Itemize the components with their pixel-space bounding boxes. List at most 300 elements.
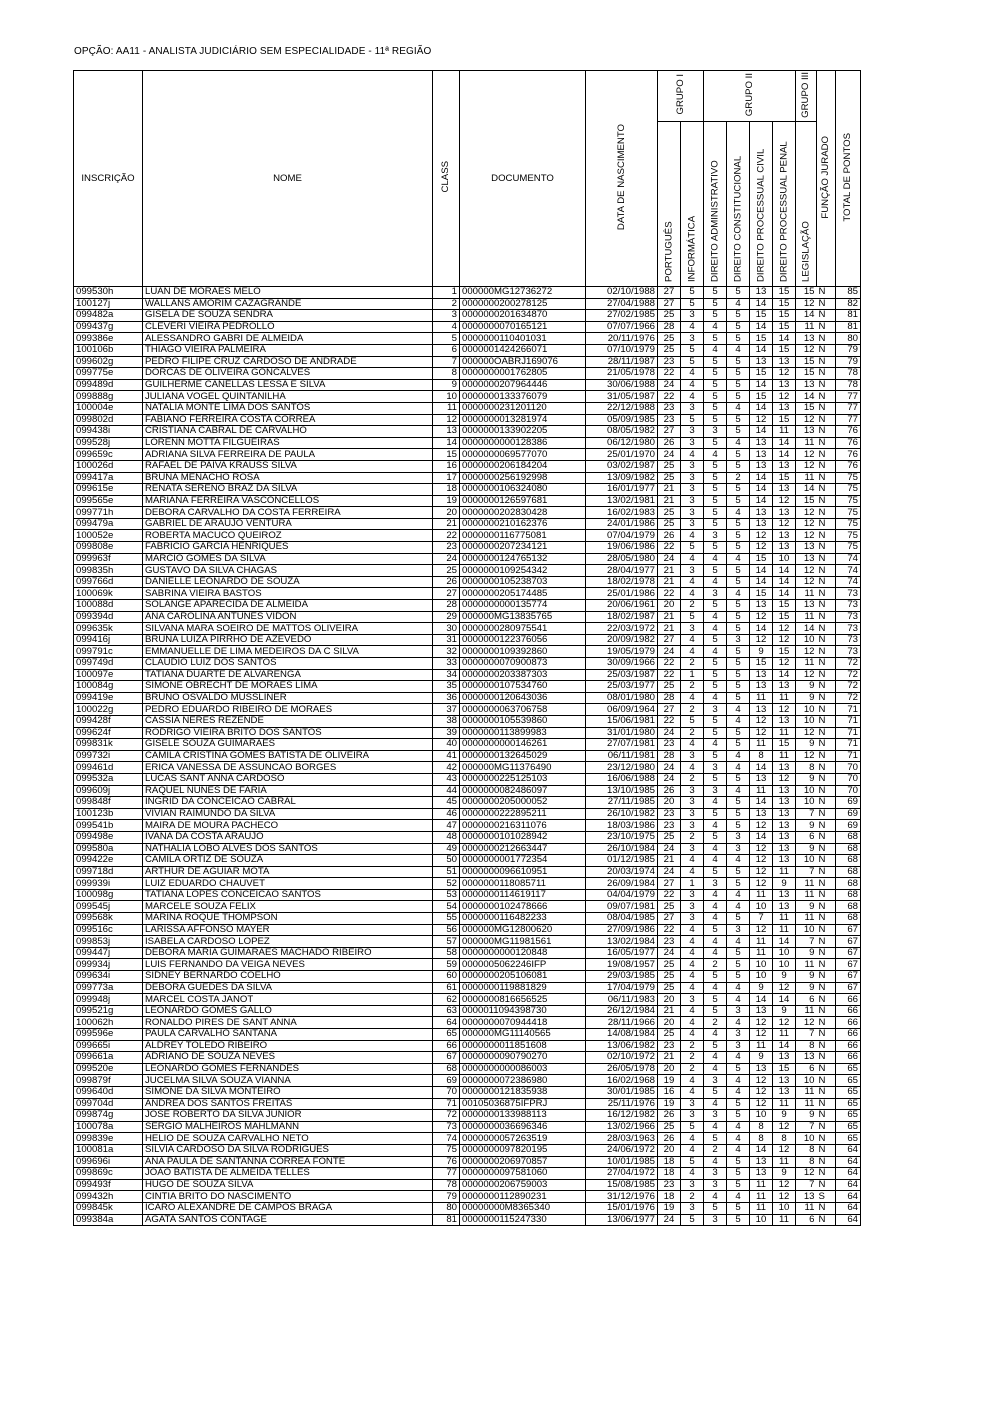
- cell-dir-proc-penal: 12: [773, 634, 796, 646]
- cell-nome: ALESSANDRO GABRI DE ALMEIDA: [143, 333, 433, 345]
- cell-legislacao: 6: [796, 831, 817, 843]
- cell-inscricao: 099771h: [74, 507, 143, 519]
- cell-total: 73: [836, 588, 861, 600]
- cell-informatica: 4: [681, 936, 704, 948]
- cell-portugues: 21: [658, 565, 681, 577]
- cell-funcao-jurado: N: [817, 553, 836, 565]
- cell-dir-proc-penal: 13: [773, 507, 796, 519]
- cell-documento: 0000000216311076: [460, 820, 586, 832]
- cell-class: 62: [433, 994, 460, 1006]
- cell-nascimento: 27/07/1981: [586, 739, 658, 751]
- cell-inscricao: 099963f: [74, 553, 143, 565]
- table-row: [74, 739, 861, 751]
- cell-documento: 0000000132645029: [460, 750, 586, 762]
- cell-nome: EMMANUELLE DE LIMA MEDEIROS DA C SILVA: [143, 646, 433, 658]
- cell-documento: 0000000203387303: [460, 669, 586, 681]
- cell-class: 11: [433, 402, 460, 414]
- cell-total: 75: [836, 472, 861, 484]
- cell-informatica: 5: [681, 356, 704, 368]
- cell-nascimento: 14/08/1984: [586, 1029, 658, 1041]
- cell-dir-proc-penal: 12: [773, 495, 796, 507]
- cell-legislacao: 8: [796, 1144, 817, 1156]
- cell-legislacao: 9: [796, 773, 817, 785]
- cell-nome: JULIANA VOGEL QUINTANILHA: [143, 391, 433, 403]
- cell-dir-adm: 5: [704, 518, 727, 530]
- cell-total: 65: [836, 1086, 861, 1098]
- cell-inscricao: 099845k: [74, 1202, 143, 1214]
- header-documento: DOCUMENTO: [460, 71, 586, 287]
- cell-dir-adm: 5: [704, 495, 727, 507]
- cell-legislacao: 12: [796, 750, 817, 762]
- table-row: [74, 1086, 861, 1098]
- cell-total: 85: [836, 287, 861, 299]
- cell-dir-adm: 3: [704, 588, 727, 600]
- cell-dir-adm: 5: [704, 402, 727, 414]
- cell-dir-proc-penal: 11: [773, 1098, 796, 1110]
- cell-documento: 0000000133902205: [460, 426, 586, 438]
- cell-inscricao: 100022g: [74, 704, 143, 716]
- cell-dir-proc-civil: 11: [750, 889, 773, 901]
- cell-dir-adm: 5: [704, 298, 727, 310]
- cell-inscricao: 099479a: [74, 518, 143, 530]
- cell-funcao-jurado: N: [817, 855, 836, 867]
- cell-documento: 0000000001762805: [460, 368, 586, 380]
- cell-total: 70: [836, 785, 861, 797]
- cell-funcao-jurado: N: [817, 333, 836, 345]
- cell-nome: WALLANS AMORIM CAZAGRANDE: [143, 298, 433, 310]
- cell-total: 66: [836, 994, 861, 1006]
- cell-class: 34: [433, 669, 460, 681]
- cell-nascimento: 13/06/1982: [586, 1040, 658, 1052]
- table-row: [74, 287, 861, 299]
- table-row: [74, 1075, 861, 1087]
- cell-informatica: 5: [681, 344, 704, 356]
- table-row: [74, 658, 861, 670]
- cell-dir-proc-civil: 15: [750, 391, 773, 403]
- table-row: [74, 797, 861, 809]
- cell-documento: 0000000816656525: [460, 994, 586, 1006]
- cell-dir-proc-penal: 11: [773, 750, 796, 762]
- cell-legislacao: 6: [796, 1063, 817, 1075]
- cell-total: 67: [836, 971, 861, 983]
- table-row: [74, 843, 861, 855]
- cell-documento: 0000000133988113: [460, 1110, 586, 1122]
- cell-portugues: 22: [658, 669, 681, 681]
- header-grupo-3: GRUPO III: [796, 71, 817, 122]
- cell-class: 37: [433, 704, 460, 716]
- cell-informatica: 4: [681, 646, 704, 658]
- cell-dir-const: 5: [727, 1098, 750, 1110]
- cell-portugues: 20: [658, 1144, 681, 1156]
- cell-funcao-jurado: N: [817, 750, 836, 762]
- cell-legislacao: 11: [796, 588, 817, 600]
- cell-legislacao: 14: [796, 484, 817, 496]
- cell-nome: LEONARDO GOMES FERNANDES: [143, 1063, 433, 1075]
- cell-dir-proc-civil: 14: [750, 321, 773, 333]
- cell-dir-const: 5: [727, 310, 750, 322]
- cell-documento: 0000000205106081: [460, 971, 586, 983]
- cell-legislacao: 10: [796, 797, 817, 809]
- cell-dir-proc-civil: 14: [750, 472, 773, 484]
- cell-documento: 0000000201634870: [460, 310, 586, 322]
- cell-class: 48: [433, 831, 460, 843]
- cell-class: 30: [433, 623, 460, 635]
- cell-total: 73: [836, 611, 861, 623]
- table-row: [74, 762, 861, 774]
- cell-nascimento: 23/12/1980: [586, 762, 658, 774]
- cell-legislacao: 15: [796, 356, 817, 368]
- cell-dir-const: 4: [727, 982, 750, 994]
- cell-dir-const: 5: [727, 414, 750, 426]
- cell-informatica: 4: [681, 959, 704, 971]
- cell-nome: MARIANA FERREIRA VASCONCELLOS: [143, 495, 433, 507]
- cell-dir-proc-civil: 14: [750, 379, 773, 391]
- cell-inscricao: 099493f: [74, 1179, 143, 1191]
- cell-informatica: 4: [681, 1144, 704, 1156]
- cell-informatica: 3: [681, 1098, 704, 1110]
- cell-legislacao: 7: [796, 1179, 817, 1191]
- cell-dir-const: 3: [727, 634, 750, 646]
- cell-inscricao: 099447j: [74, 947, 143, 959]
- table-row: [74, 356, 861, 368]
- cell-dir-adm: 4: [704, 947, 727, 959]
- cell-informatica: 4: [681, 947, 704, 959]
- cell-funcao-jurado: N: [817, 878, 836, 890]
- cell-dir-proc-civil: 12: [750, 727, 773, 739]
- cell-inscricao: 099516c: [74, 924, 143, 936]
- cell-dir-adm: 2: [704, 1144, 727, 1156]
- cell-legislacao: 15: [796, 368, 817, 380]
- cell-inscricao: 099528j: [74, 437, 143, 449]
- cell-dir-adm: 5: [704, 542, 727, 554]
- cell-dir-proc-civil: 12: [750, 1075, 773, 1087]
- cell-dir-const: 4: [727, 855, 750, 867]
- cell-portugues: 24: [658, 866, 681, 878]
- cell-funcao-jurado: N: [817, 971, 836, 983]
- cell-legislacao: 14: [796, 391, 817, 403]
- cell-dir-adm: 5: [704, 507, 727, 519]
- cell-dir-proc-civil: 12: [750, 414, 773, 426]
- cell-nascimento: 21/05/1978: [586, 368, 658, 380]
- cell-nome: ALDREY TOLEDO RIBEIRO: [143, 1040, 433, 1052]
- cell-total: 72: [836, 658, 861, 670]
- cell-inscricao: 099869c: [74, 1168, 143, 1180]
- table-row: [74, 542, 861, 554]
- cell-total: 68: [836, 913, 861, 925]
- cell-informatica: 4: [681, 1005, 704, 1017]
- cell-portugues: 23: [658, 808, 681, 820]
- header-dir-const: DIREITO CONSTITUCIONAL: [727, 122, 750, 287]
- cell-dir-proc-penal: 15: [773, 321, 796, 333]
- cell-dir-const: 5: [727, 321, 750, 333]
- cell-dir-proc-civil: 14: [750, 797, 773, 809]
- table-row: [74, 1029, 861, 1041]
- cell-nome: INGRID DA CONCEICAO CABRAL: [143, 797, 433, 809]
- cell-legislacao: 15: [796, 402, 817, 414]
- cell-legislacao: 11: [796, 1005, 817, 1017]
- cell-inscricao: 099939i: [74, 878, 143, 890]
- cell-dir-proc-penal: 9: [773, 1005, 796, 1017]
- cell-total: 66: [836, 1040, 861, 1052]
- table-row: [74, 982, 861, 994]
- cell-nome: SIMONE DA SILVA MONTEIRO: [143, 1086, 433, 1098]
- cell-portugues: 19: [658, 1098, 681, 1110]
- cell-dir-adm: 5: [704, 715, 727, 727]
- cell-portugues: 22: [658, 588, 681, 600]
- cell-portugues: 24: [658, 379, 681, 391]
- cell-dir-adm: 5: [704, 1005, 727, 1017]
- cell-nome: FABIANO FERREIRA COSTA CORREA: [143, 414, 433, 426]
- cell-dir-adm: 4: [704, 611, 727, 623]
- cell-nascimento: 03/02/1987: [586, 460, 658, 472]
- cell-dir-proc-civil: 14: [750, 623, 773, 635]
- cell-class: 81: [433, 1214, 460, 1226]
- cell-class: 19: [433, 495, 460, 507]
- cell-documento: 0000000207234121: [460, 542, 586, 554]
- table-row: [74, 1144, 861, 1156]
- cell-documento: 0000000102478666: [460, 901, 586, 913]
- cell-legislacao: 11: [796, 959, 817, 971]
- cell-documento: 000000MG13835765: [460, 611, 586, 623]
- cell-nascimento: 06/09/1964: [586, 704, 658, 716]
- cell-dir-adm: 4: [704, 739, 727, 751]
- cell-total: 69: [836, 808, 861, 820]
- cell-informatica: 4: [681, 634, 704, 646]
- header-dir-proc-penal: DIREITO PROCESSUAL PENAL: [773, 122, 796, 287]
- cell-dir-adm: 4: [704, 576, 727, 588]
- cell-informatica: 4: [681, 739, 704, 751]
- cell-total: 67: [836, 936, 861, 948]
- header-grupo-1: GRUPO I: [658, 71, 704, 122]
- cell-dir-proc-civil: 13: [750, 437, 773, 449]
- cell-legislacao: 13: [796, 1052, 817, 1064]
- cell-nascimento: 23/10/1975: [586, 831, 658, 843]
- cell-nome: RENATA SERENO BRAZ DA SILVA: [143, 484, 433, 496]
- cell-documento: 0000000256192998: [460, 472, 586, 484]
- cell-class: 76: [433, 1156, 460, 1168]
- cell-dir-const: 5: [727, 773, 750, 785]
- cell-documento: 0000000206759003: [460, 1179, 586, 1191]
- table-row: [74, 1202, 861, 1214]
- cell-dir-proc-penal: 9: [773, 1168, 796, 1180]
- cell-documento: 0000000119881829: [460, 982, 586, 994]
- cell-nascimento: 02/10/1972: [586, 1052, 658, 1064]
- cell-legislacao: 10: [796, 855, 817, 867]
- cell-legislacao: 8: [796, 1040, 817, 1052]
- cell-dir-proc-penal: 13: [773, 530, 796, 542]
- cell-legislacao: 12: [796, 669, 817, 681]
- cell-nome: MARCIO GOMES DA SILVA: [143, 553, 433, 565]
- cell-dir-proc-civil: 9: [750, 982, 773, 994]
- cell-inscricao: 099438i: [74, 426, 143, 438]
- cell-nome: DORCAS DE OLIVEIRA GONCALVES: [143, 368, 433, 380]
- cell-class: 45: [433, 797, 460, 809]
- cell-funcao-jurado: N: [817, 797, 836, 809]
- cell-total: 71: [836, 750, 861, 762]
- cell-inscricao: 099419e: [74, 692, 143, 704]
- cell-documento: 0000000090790270: [460, 1052, 586, 1064]
- cell-dir-proc-civil: 12: [750, 715, 773, 727]
- cell-class: 6: [433, 344, 460, 356]
- table-row: [74, 1110, 861, 1122]
- cell-dir-adm: 5: [704, 460, 727, 472]
- cell-funcao-jurado: N: [817, 924, 836, 936]
- cell-inscricao: 099835h: [74, 565, 143, 577]
- cell-portugues: 20: [658, 1063, 681, 1075]
- cell-dir-const: 3: [727, 1029, 750, 1041]
- cell-nome: DEBORA CARVALHO DA COSTA FERREIRA: [143, 507, 433, 519]
- cell-portugues: 22: [658, 658, 681, 670]
- cell-portugues: 25: [658, 831, 681, 843]
- cell-documento: 0000000000120848: [460, 947, 586, 959]
- cell-funcao-jurado: N: [817, 1040, 836, 1052]
- table-row: [74, 298, 861, 310]
- cell-total: 68: [836, 889, 861, 901]
- cell-dir-proc-civil: 14: [750, 576, 773, 588]
- header-inscricao: INSCRIÇÃO: [74, 71, 143, 287]
- cell-funcao-jurado: N: [817, 1052, 836, 1064]
- cell-dir-const: 4: [727, 1191, 750, 1203]
- cell-dir-proc-penal: 12: [773, 1179, 796, 1191]
- cell-funcao-jurado: N: [817, 831, 836, 843]
- cell-class: 58: [433, 947, 460, 959]
- cell-total: 73: [836, 646, 861, 658]
- cell-dir-const: 5: [727, 1214, 750, 1226]
- cell-funcao-jurado: N: [817, 994, 836, 1006]
- cell-documento: 0000000057263519: [460, 1133, 586, 1145]
- cell-nascimento: 18/03/1986: [586, 820, 658, 832]
- cell-documento: 000000MG11376490: [460, 762, 586, 774]
- cell-legislacao: 10: [796, 1075, 817, 1087]
- cell-nascimento: 08/05/1982: [586, 426, 658, 438]
- cell-funcao-jurado: N: [817, 704, 836, 716]
- cell-dir-proc-penal: 14: [773, 333, 796, 345]
- cell-nascimento: 13/09/1982: [586, 472, 658, 484]
- cell-nome: AGATA SANTOS CONTAGE: [143, 1214, 433, 1226]
- cell-inscricao: 099640d: [74, 1086, 143, 1098]
- cell-informatica: 4: [681, 553, 704, 565]
- cell-dir-proc-penal: 14: [773, 1040, 796, 1052]
- cell-nascimento: 28/04/1977: [586, 565, 658, 577]
- cell-informatica: 3: [681, 1179, 704, 1191]
- cell-funcao-jurado: N: [817, 379, 836, 391]
- cell-dir-adm: 4: [704, 1029, 727, 1041]
- cell-dir-proc-civil: 12: [750, 878, 773, 890]
- table-row: [74, 634, 861, 646]
- cell-portugues: 24: [658, 449, 681, 461]
- cell-informatica: 4: [681, 1017, 704, 1029]
- cell-dir-const: 5: [727, 379, 750, 391]
- cell-funcao-jurado: N: [817, 669, 836, 681]
- cell-total: 81: [836, 321, 861, 333]
- table-row: [74, 611, 861, 623]
- cell-dir-proc-penal: 12: [773, 982, 796, 994]
- cell-informatica: 3: [681, 889, 704, 901]
- table-row: [74, 321, 861, 333]
- cell-informatica: 4: [681, 1086, 704, 1098]
- cell-dir-const: 5: [727, 681, 750, 693]
- cell-total: 73: [836, 634, 861, 646]
- cell-inscricao: 099766d: [74, 576, 143, 588]
- cell-class: 38: [433, 715, 460, 727]
- cell-total: 82: [836, 298, 861, 310]
- cell-dir-adm: 3: [704, 530, 727, 542]
- cell-portugues: 25: [658, 1029, 681, 1041]
- cell-dir-proc-civil: 15: [750, 588, 773, 600]
- cell-nome: IVANA DA COSTA ARAUJO: [143, 831, 433, 843]
- cell-total: 65: [836, 1098, 861, 1110]
- cell-portugues: 19: [658, 1075, 681, 1087]
- cell-inscricao: 099888g: [74, 391, 143, 403]
- cell-nome: CLAUDIO LUIZ DOS SANTOS: [143, 658, 433, 670]
- cell-dir-adm: 4: [704, 820, 727, 832]
- cell-dir-const: 5: [727, 600, 750, 612]
- cell-class: 9: [433, 379, 460, 391]
- cell-inscricao: 099437g: [74, 321, 143, 333]
- cell-dir-const: 5: [727, 1110, 750, 1122]
- cell-portugues: 25: [658, 507, 681, 519]
- cell-inscricao: 100127j: [74, 298, 143, 310]
- table-row: [74, 1121, 861, 1133]
- cell-total: 69: [836, 820, 861, 832]
- cell-nome: ANA PAULA DE SANTANNA CORREA FONTE: [143, 1156, 433, 1168]
- cell-nome: TATIANA DUARTE DE ALVARENGA: [143, 669, 433, 681]
- cell-documento: 0000000116482233: [460, 913, 586, 925]
- cell-dir-proc-civil: 11: [750, 1179, 773, 1191]
- cell-dir-proc-civil: 12: [750, 634, 773, 646]
- table-row: [74, 866, 861, 878]
- cell-portugues: 26: [658, 530, 681, 542]
- cell-documento: 00105036875IFPRJ: [460, 1098, 586, 1110]
- cell-total: 67: [836, 959, 861, 971]
- cell-dir-proc-penal: 14: [773, 449, 796, 461]
- cell-portugues: 23: [658, 402, 681, 414]
- cell-dir-proc-civil: 13: [750, 681, 773, 693]
- header-nascimento: DATA DE NASCIMENTO: [586, 71, 658, 287]
- cell-portugues: 24: [658, 843, 681, 855]
- cell-documento: 0000000070165121: [460, 321, 586, 333]
- cell-dir-adm: 4: [704, 1191, 727, 1203]
- cell-dir-proc-penal: 13: [773, 901, 796, 913]
- cell-documento: 0000000072386980: [460, 1075, 586, 1087]
- cell-inscricao: 099489d: [74, 379, 143, 391]
- cell-informatica: 3: [681, 518, 704, 530]
- cell-inscricao: 099831k: [74, 739, 143, 751]
- cell-nome: PAULA CARVALHO SANTANA: [143, 1029, 433, 1041]
- cell-funcao-jurado: N: [817, 472, 836, 484]
- cell-informatica: 4: [681, 866, 704, 878]
- cell-portugues: 22: [658, 368, 681, 380]
- header-class: CLASS: [433, 71, 460, 287]
- cell-legislacao: 9: [796, 971, 817, 983]
- cell-dir-proc-civil: 11: [750, 947, 773, 959]
- cell-legislacao: 13: [796, 553, 817, 565]
- cell-dir-const: 5: [727, 658, 750, 670]
- cell-nascimento: 15/06/1981: [586, 715, 658, 727]
- cell-dir-proc-penal: 13: [773, 1086, 796, 1098]
- table-row: [74, 785, 861, 797]
- cell-dir-proc-penal: 11: [773, 924, 796, 936]
- cell-dir-adm: 4: [704, 646, 727, 658]
- cell-total: 72: [836, 669, 861, 681]
- cell-dir-const: 5: [727, 1202, 750, 1214]
- cell-class: 7: [433, 356, 460, 368]
- cell-informatica: 4: [681, 762, 704, 774]
- cell-inscricao: 099659c: [74, 449, 143, 461]
- table-row: [74, 449, 861, 461]
- cell-inscricao: 099696i: [74, 1156, 143, 1168]
- cell-legislacao: 7: [796, 1121, 817, 1133]
